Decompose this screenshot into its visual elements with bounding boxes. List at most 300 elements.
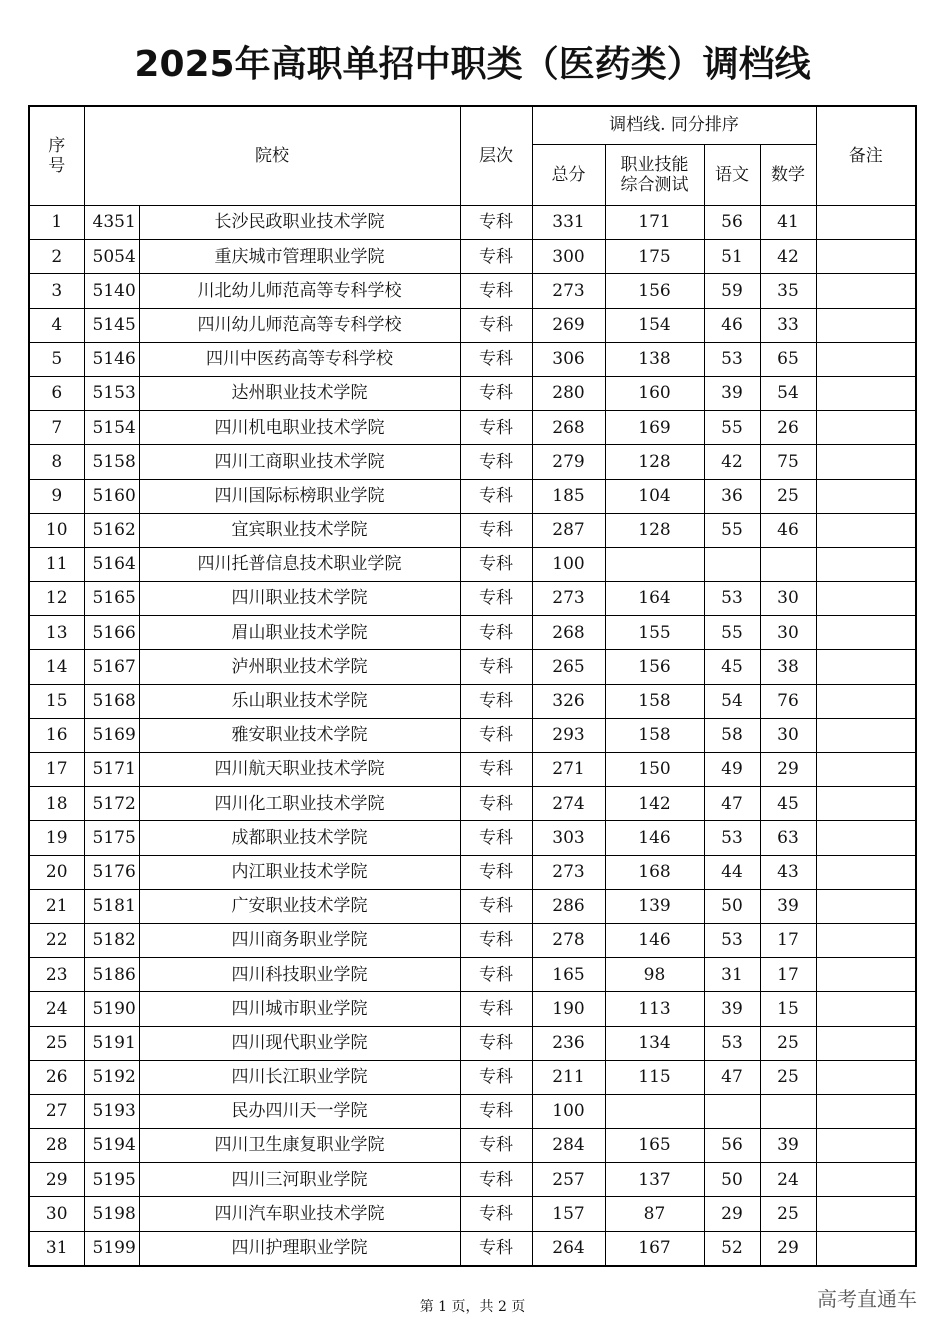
cell-level: 专科 [460, 308, 532, 342]
cell-total: 185 [532, 479, 605, 513]
cell-total: 100 [532, 547, 605, 581]
cell-school: 四川现代职业学院 [139, 1026, 460, 1060]
cell-code: 5162 [84, 513, 139, 547]
cell-note [816, 1129, 916, 1163]
cell-code: 5145 [84, 308, 139, 342]
cell-level: 专科 [460, 206, 532, 240]
cell-note [816, 616, 916, 650]
cell-math: 39 [760, 889, 816, 923]
cell-total: 268 [532, 616, 605, 650]
cell-chinese: 47 [704, 787, 760, 821]
cell-math: 33 [760, 308, 816, 342]
cell-seq: 11 [29, 547, 84, 581]
cell-skill: 104 [605, 479, 704, 513]
cell-chinese: 56 [704, 206, 760, 240]
cell-school: 四川航天职业技术学院 [139, 753, 460, 787]
cell-total: 271 [532, 753, 605, 787]
cell-skill: 115 [605, 1060, 704, 1094]
cell-note [816, 1060, 916, 1094]
cell-math: 17 [760, 923, 816, 957]
cell-chinese: 52 [704, 1231, 760, 1266]
cell-note [816, 923, 916, 957]
cell-chinese: 59 [704, 274, 760, 308]
cell-level: 专科 [460, 1129, 532, 1163]
cell-seq: 7 [29, 411, 84, 445]
cell-note [816, 376, 916, 410]
header-chinese: 语文 [704, 145, 760, 206]
cell-skill [605, 547, 704, 581]
cell-code: 5166 [84, 616, 139, 650]
cell-math: 15 [760, 992, 816, 1026]
cell-math: 30 [760, 582, 816, 616]
cell-school: 四川卫生康复职业学院 [139, 1129, 460, 1163]
cell-seq: 24 [29, 992, 84, 1026]
cell-code: 5154 [84, 411, 139, 445]
cell-note [816, 445, 916, 479]
page-title: 2025年高职单招中职类（医药类）调档线 [134, 44, 811, 85]
cell-total: 157 [532, 1197, 605, 1231]
cell-school: 民办四川天一学院 [139, 1094, 460, 1128]
cell-skill: 134 [605, 1026, 704, 1060]
table-row [29, 821, 916, 855]
cell-chinese: 29 [704, 1197, 760, 1231]
cell-skill: 158 [605, 718, 704, 752]
cell-math: 63 [760, 821, 816, 855]
table-row [29, 547, 916, 581]
cell-skill: 87 [605, 1197, 704, 1231]
cell-school: 长沙民政职业技术学院 [139, 206, 460, 240]
cell-note [816, 684, 916, 718]
cell-math: 45 [760, 787, 816, 821]
brand-label: 高考直通车 [817, 1287, 917, 1311]
cell-math: 24 [760, 1163, 816, 1197]
table-row [29, 958, 916, 992]
cell-level: 专科 [460, 616, 532, 650]
cell-chinese: 55 [704, 513, 760, 547]
cell-skill: 128 [605, 513, 704, 547]
table-row [29, 1231, 916, 1266]
table-row [29, 650, 916, 684]
cell-seq: 22 [29, 923, 84, 957]
cell-note [816, 992, 916, 1026]
cell-skill: 171 [605, 206, 704, 240]
cell-code: 5195 [84, 1163, 139, 1197]
table-row [29, 753, 916, 787]
cell-math: 39 [760, 1129, 816, 1163]
cell-total: 278 [532, 923, 605, 957]
cell-note [816, 308, 916, 342]
header-skill: 职业技能综合测试 [605, 145, 704, 206]
cell-seq: 5 [29, 342, 84, 376]
cell-level: 专科 [460, 923, 532, 957]
cell-code: 5182 [84, 923, 139, 957]
table-row [29, 376, 916, 410]
cutoff-table [28, 105, 917, 1267]
cell-school: 四川汽车职业技术学院 [139, 1197, 460, 1231]
cell-math: 76 [760, 684, 816, 718]
cell-skill: 158 [605, 684, 704, 718]
table-row [29, 308, 916, 342]
table-row [29, 445, 916, 479]
cell-math: 30 [760, 616, 816, 650]
cell-chinese: 49 [704, 753, 760, 787]
table-row [29, 411, 916, 445]
cell-seq: 12 [29, 582, 84, 616]
cell-note [816, 582, 916, 616]
cell-math: 25 [760, 479, 816, 513]
cell-level: 专科 [460, 582, 532, 616]
cell-chinese: 55 [704, 411, 760, 445]
cell-chinese: 46 [704, 308, 760, 342]
cell-school: 内江职业技术学院 [139, 855, 460, 889]
cell-level: 专科 [460, 1094, 532, 1128]
cell-code: 5191 [84, 1026, 139, 1060]
cell-note [816, 753, 916, 787]
cell-chinese: 53 [704, 923, 760, 957]
cell-math: 43 [760, 855, 816, 889]
cell-total: 273 [532, 582, 605, 616]
table-row [29, 342, 916, 376]
cell-school: 四川国际标榜职业学院 [139, 479, 460, 513]
table-row [29, 1026, 916, 1060]
cell-seq: 13 [29, 616, 84, 650]
cell-total: 279 [532, 445, 605, 479]
table-row [29, 1197, 916, 1231]
cell-skill: 146 [605, 821, 704, 855]
cell-school: 达州职业技术学院 [139, 376, 460, 410]
table-body [29, 206, 916, 1266]
cell-note [816, 479, 916, 513]
cell-code: 4351 [84, 206, 139, 240]
cell-total: 273 [532, 274, 605, 308]
cell-level: 专科 [460, 1231, 532, 1266]
header-total: 总分 [532, 145, 605, 206]
cell-math: 42 [760, 240, 816, 274]
cell-school: 广安职业技术学院 [139, 889, 460, 923]
cell-code: 5172 [84, 787, 139, 821]
cell-total: 265 [532, 650, 605, 684]
cell-school: 四川化工职业技术学院 [139, 787, 460, 821]
cell-level: 专科 [460, 376, 532, 410]
cell-note [816, 206, 916, 240]
cell-note [816, 650, 916, 684]
header-level: 层次 [460, 106, 532, 206]
cell-chinese: 39 [704, 376, 760, 410]
cell-chinese: 36 [704, 479, 760, 513]
cell-chinese: 51 [704, 240, 760, 274]
cell-school: 重庆城市管理职业学院 [139, 240, 460, 274]
cell-seq: 25 [29, 1026, 84, 1060]
cell-chinese: 58 [704, 718, 760, 752]
cell-level: 专科 [460, 342, 532, 376]
cell-code: 5158 [84, 445, 139, 479]
cell-chinese [704, 1094, 760, 1128]
cell-chinese: 54 [704, 684, 760, 718]
cell-level: 专科 [460, 445, 532, 479]
cell-note [816, 342, 916, 376]
cell-skill: 113 [605, 992, 704, 1026]
cell-school: 四川三河职业学院 [139, 1163, 460, 1197]
cell-school: 四川职业技术学院 [139, 582, 460, 616]
table-row [29, 240, 916, 274]
cell-total: 303 [532, 821, 605, 855]
cell-chinese [704, 547, 760, 581]
cell-seq: 29 [29, 1163, 84, 1197]
table-row [29, 923, 916, 957]
header-school: 院校 [84, 106, 460, 206]
cell-total: 165 [532, 958, 605, 992]
cell-seq: 6 [29, 376, 84, 410]
cell-total: 280 [532, 376, 605, 410]
cell-skill: 142 [605, 787, 704, 821]
cell-level: 专科 [460, 513, 532, 547]
cell-skill: 175 [605, 240, 704, 274]
cell-code: 5175 [84, 821, 139, 855]
cell-level: 专科 [460, 274, 532, 308]
cell-note [816, 718, 916, 752]
cell-math [760, 547, 816, 581]
cell-code: 5181 [84, 889, 139, 923]
cell-seq: 1 [29, 206, 84, 240]
table-row [29, 1094, 916, 1128]
cell-school: 成都职业技术学院 [139, 821, 460, 855]
cell-seq: 19 [29, 821, 84, 855]
cell-seq: 21 [29, 889, 84, 923]
cell-skill: 154 [605, 308, 704, 342]
cell-math: 54 [760, 376, 816, 410]
cell-chinese: 53 [704, 582, 760, 616]
cell-skill: 138 [605, 342, 704, 376]
cell-school: 四川幼儿师范高等专科学校 [139, 308, 460, 342]
cell-seq: 30 [29, 1197, 84, 1231]
cell-school: 四川机电职业技术学院 [139, 411, 460, 445]
cell-note [816, 1094, 916, 1128]
cell-total: 286 [532, 889, 605, 923]
cell-skill: 167 [605, 1231, 704, 1266]
cell-code: 5176 [84, 855, 139, 889]
header-seq: 序号 [29, 106, 84, 206]
cell-school: 四川中医药高等专科学校 [139, 342, 460, 376]
cell-note [816, 855, 916, 889]
cell-seq: 10 [29, 513, 84, 547]
cell-total: 293 [532, 718, 605, 752]
cell-seq: 20 [29, 855, 84, 889]
cell-note [816, 821, 916, 855]
cell-chinese: 44 [704, 855, 760, 889]
cell-note [816, 274, 916, 308]
cell-math: 25 [760, 1060, 816, 1094]
cell-code: 5153 [84, 376, 139, 410]
cell-school: 乐山职业技术学院 [139, 684, 460, 718]
cell-note [816, 958, 916, 992]
cell-skill: 169 [605, 411, 704, 445]
cell-school: 四川长江职业学院 [139, 1060, 460, 1094]
cell-level: 专科 [460, 1197, 532, 1231]
cell-level: 专科 [460, 650, 532, 684]
cell-math: 17 [760, 958, 816, 992]
cell-chinese: 55 [704, 616, 760, 650]
cell-total: 273 [532, 855, 605, 889]
table-row [29, 479, 916, 513]
header-math: 数学 [760, 145, 816, 206]
cell-skill: 128 [605, 445, 704, 479]
cell-code: 5190 [84, 992, 139, 1026]
cell-seq: 27 [29, 1094, 84, 1128]
table-row [29, 855, 916, 889]
cell-level: 专科 [460, 684, 532, 718]
cell-level: 专科 [460, 240, 532, 274]
cell-school: 四川商务职业学院 [139, 923, 460, 957]
cell-total: 268 [532, 411, 605, 445]
cell-code: 5198 [84, 1197, 139, 1231]
cell-math: 25 [760, 1197, 816, 1231]
table-row [29, 889, 916, 923]
cell-chinese: 50 [704, 889, 760, 923]
cell-total: 269 [532, 308, 605, 342]
cell-seq: 26 [29, 1060, 84, 1094]
cell-total: 287 [532, 513, 605, 547]
cell-seq: 3 [29, 274, 84, 308]
cell-skill: 155 [605, 616, 704, 650]
table-row [29, 787, 916, 821]
cell-seq: 28 [29, 1129, 84, 1163]
cell-math: 65 [760, 342, 816, 376]
cell-total: 284 [532, 1129, 605, 1163]
cell-school: 川北幼儿师范高等专科学校 [139, 274, 460, 308]
cell-school: 眉山职业技术学院 [139, 616, 460, 650]
cell-total: 236 [532, 1026, 605, 1060]
cell-total: 211 [532, 1060, 605, 1094]
cell-school: 四川护理职业学院 [139, 1231, 460, 1266]
cell-skill: 168 [605, 855, 704, 889]
cell-total: 100 [532, 1094, 605, 1128]
cell-note [816, 240, 916, 274]
cell-note [816, 1231, 916, 1266]
table-row [29, 513, 916, 547]
cell-seq: 15 [29, 684, 84, 718]
cell-skill: 164 [605, 582, 704, 616]
cell-math: 46 [760, 513, 816, 547]
cell-seq: 31 [29, 1231, 84, 1266]
cell-chinese: 47 [704, 1060, 760, 1094]
cell-note [816, 1197, 916, 1231]
cell-code: 5167 [84, 650, 139, 684]
header-group: 调档线. 同分排序 [532, 106, 816, 145]
cell-school: 四川城市职业学院 [139, 992, 460, 1026]
cell-skill: 150 [605, 753, 704, 787]
cell-school: 宜宾职业技术学院 [139, 513, 460, 547]
table-row [29, 274, 916, 308]
table-row [29, 684, 916, 718]
cell-chinese: 31 [704, 958, 760, 992]
cell-seq: 4 [29, 308, 84, 342]
cell-chinese: 53 [704, 1026, 760, 1060]
cell-school: 四川托普信息技术职业学院 [139, 547, 460, 581]
cell-math: 35 [760, 274, 816, 308]
cell-level: 专科 [460, 411, 532, 445]
cell-skill: 156 [605, 650, 704, 684]
cell-level: 专科 [460, 547, 532, 581]
cell-code: 5186 [84, 958, 139, 992]
cell-level: 专科 [460, 1060, 532, 1094]
table-row [29, 616, 916, 650]
cell-total: 274 [532, 787, 605, 821]
cell-code: 5160 [84, 479, 139, 513]
cell-total: 306 [532, 342, 605, 376]
cell-skill [605, 1094, 704, 1128]
cell-code: 5171 [84, 753, 139, 787]
cell-code: 5164 [84, 547, 139, 581]
cell-code: 5169 [84, 718, 139, 752]
cell-skill: 165 [605, 1129, 704, 1163]
cell-math: 29 [760, 1231, 816, 1266]
cell-level: 专科 [460, 753, 532, 787]
cell-code: 5140 [84, 274, 139, 308]
cell-seq: 14 [29, 650, 84, 684]
cell-total: 264 [532, 1231, 605, 1266]
table-row [29, 992, 916, 1026]
cell-note [816, 1026, 916, 1060]
cell-seq: 8 [29, 445, 84, 479]
cell-code: 5168 [84, 684, 139, 718]
cell-level: 专科 [460, 855, 532, 889]
cell-code: 5199 [84, 1231, 139, 1266]
header-note: 备注 [816, 106, 916, 206]
cell-code: 5194 [84, 1129, 139, 1163]
cell-level: 专科 [460, 958, 532, 992]
cell-level: 专科 [460, 1026, 532, 1060]
cell-note [816, 547, 916, 581]
cell-skill: 98 [605, 958, 704, 992]
cell-total: 331 [532, 206, 605, 240]
cell-code: 5054 [84, 240, 139, 274]
table-row [29, 1163, 916, 1197]
cell-level: 专科 [460, 889, 532, 923]
cell-code: 5193 [84, 1094, 139, 1128]
cell-skill: 137 [605, 1163, 704, 1197]
cell-skill: 156 [605, 274, 704, 308]
cell-math [760, 1094, 816, 1128]
cell-note [816, 411, 916, 445]
cell-code: 5192 [84, 1060, 139, 1094]
cell-level: 专科 [460, 992, 532, 1026]
cell-math: 26 [760, 411, 816, 445]
cell-math: 75 [760, 445, 816, 479]
cell-code: 5146 [84, 342, 139, 376]
cell-math: 30 [760, 718, 816, 752]
cell-school: 四川科技职业学院 [139, 958, 460, 992]
cell-skill: 139 [605, 889, 704, 923]
cell-seq: 17 [29, 753, 84, 787]
cell-level: 专科 [460, 479, 532, 513]
page-footer: 第 1 页，共 2 页 [419, 1299, 526, 1315]
cell-seq: 2 [29, 240, 84, 274]
cell-chinese: 53 [704, 342, 760, 376]
cell-chinese: 42 [704, 445, 760, 479]
cell-seq: 16 [29, 718, 84, 752]
cell-total: 300 [532, 240, 605, 274]
cell-seq: 23 [29, 958, 84, 992]
table-row [29, 1060, 916, 1094]
table-row [29, 718, 916, 752]
cell-school: 泸州职业技术学院 [139, 650, 460, 684]
cell-skill: 160 [605, 376, 704, 410]
cell-school: 四川工商职业技术学院 [139, 445, 460, 479]
cell-level: 专科 [460, 718, 532, 752]
cell-chinese: 45 [704, 650, 760, 684]
cell-note [816, 889, 916, 923]
cell-math: 38 [760, 650, 816, 684]
